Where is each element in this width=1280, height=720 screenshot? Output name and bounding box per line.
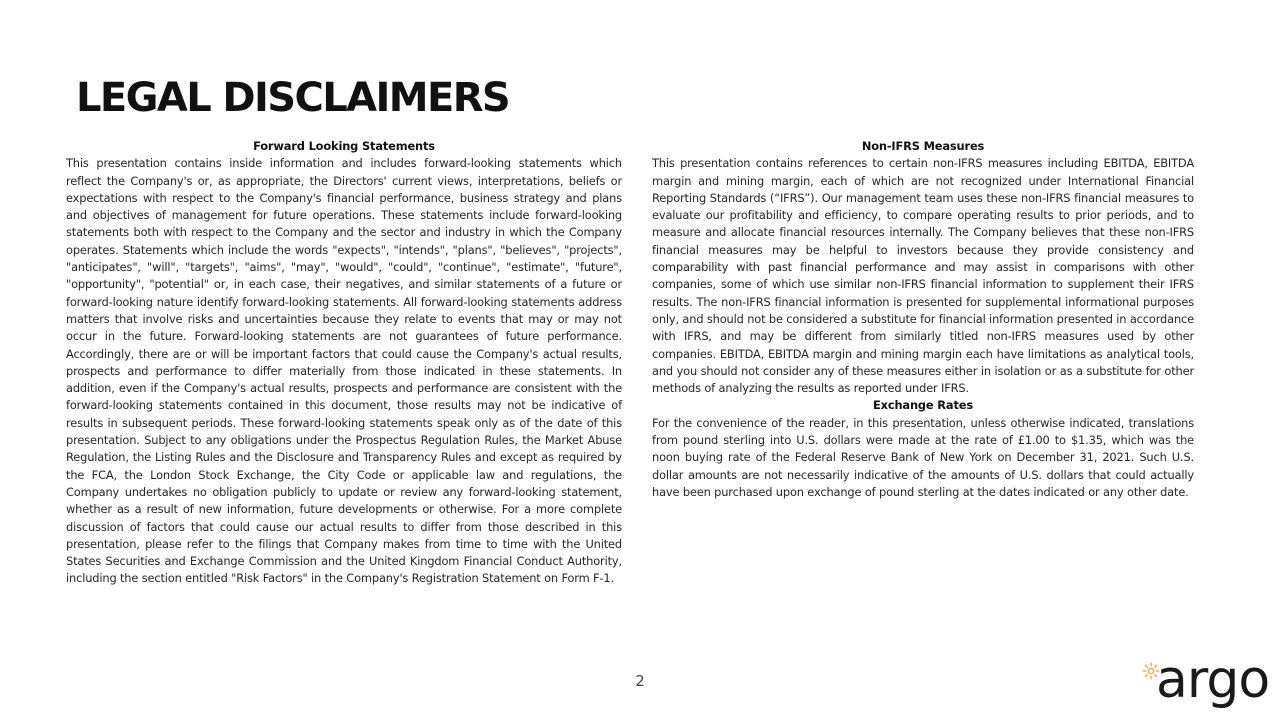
- forward-looking-section: [66, 138, 622, 588]
- page-title: LEGAL DISCLAIMERS: [76, 75, 510, 121]
- forward-looking-heading: Forward Looking Statements: [253, 139, 435, 153]
- page-number: 2: [635, 672, 645, 690]
- logo-wordmark: argo: [1156, 650, 1270, 710]
- exchange-rates-body: For the convenience of the reader, in this presentation, unless otherwise indicated, translations from pound sterling into U.S. dollars were made at the rate of £1.00 to $1.35, which was the noon buying rate of the Federal Reserve Bank of New York on December 31, 2021. Such U.S. dollar amounts are not necessarily indicative of the amounts of U.S. dollars that could actually have been purchased upon exchange of pound sterling at the dates indicated or any other date.: [652, 415, 1194, 499]
- non-ifrs-body: This presentation contains references to certain non-IFRS measures including EBITDA, EBITDA margin and mining margin, each of which are not recognized under International Financial Reporting Standards (“IFRS”). Our management team uses these non-IFRS financial measures to evaluate our profitability and efficiency, to compare operating results to prior periods, and to measure and allocate financial resources internally. The Company believes that these non-IFRS financial measures may be helpful to investors because they provide consistency and comparability with past financial performance and may assist in comparisons with other companies, some of which use similar non-IFRS financial information to supplement their IFRS results. The non-IFRS financial information is presented for supplemental informational purposes only, and should not be considered a substitute for financial information presented in accordance with IFRS, and may be different from similarly titled non-IFRS measures used by other companies. EBITDA, EBITDA margin and mining margin each have limitations as analytical tools, and you should not consider any of these measures either in isolation or as a substitute for other methods of analyzing the results as reported under IFRS.: [652, 156, 1194, 396]
- non-ifrs-heading: Non-IFRS Measures: [861, 139, 985, 153]
- non-ifrs-section: [652, 138, 1194, 501]
- argo-logo: [1142, 650, 1274, 718]
- exchange-rates-heading: Exchange Rates: [873, 398, 973, 413]
- forward-looking-body: This presentation contains inside information and includes forward-looking statements which reflect the Company's or, as appropriate, the Directors' current views, interpretations, beliefs or expectations with respect to the Company's financial performance, business strategy and plans and objectives of management for future operations. These statements include forward-looking statements both with respect to the Company and the sector and industry in which the Company operates. Statements which include the words "expects", "intends", "plans", "believes", "projects", "anticipates", "will", "targets", "aims", "may", "would", "could", "continue", "estimate", "future", "opportunity", "potential" or, in each case, their negatives, and similar statements of a future or forward-looking nature identify forward-looking statements. All forward-looking statements address matters that involve risks and uncertainties because they relate to events that may or may not occur in the future. Forward-looking statements are not guarantees of future performance. Accordingly, there are or will be important factors that could cause the Company's actual results, prospects and performance to differ materially from those indicated in these statements. In addition, even if the Company's actual results, prospects and performance are consistent with the forward-looking statements contained in this document, those results may not be indicative of results in subsequent periods. These forward-looking statements speak only as of the date of this presentation. Subject to any obligations under the Prospectus Regulation Rules, the Market Abuse Regulation, the Listing Rules and the Disclosure and Transparency Rules and except as required by the FCA, the London Stock Exchange, the City Code or applicable law and regulations, the Company undertakes no obligation publicly to update or review any forward-looking statement, whether as a result of new information, future developments or otherwise. For a more complete discussion of factors that could cause our actual results to differ from those described in this presentation, please refer to the filings that Company makes from time to time with the United States Securities and Exchange Commission and the United Kingdom Financial Conduct Authority, including the section entitled "Risk Factors" in the Company's Registration Statement on Form F-1.: [66, 156, 622, 586]
